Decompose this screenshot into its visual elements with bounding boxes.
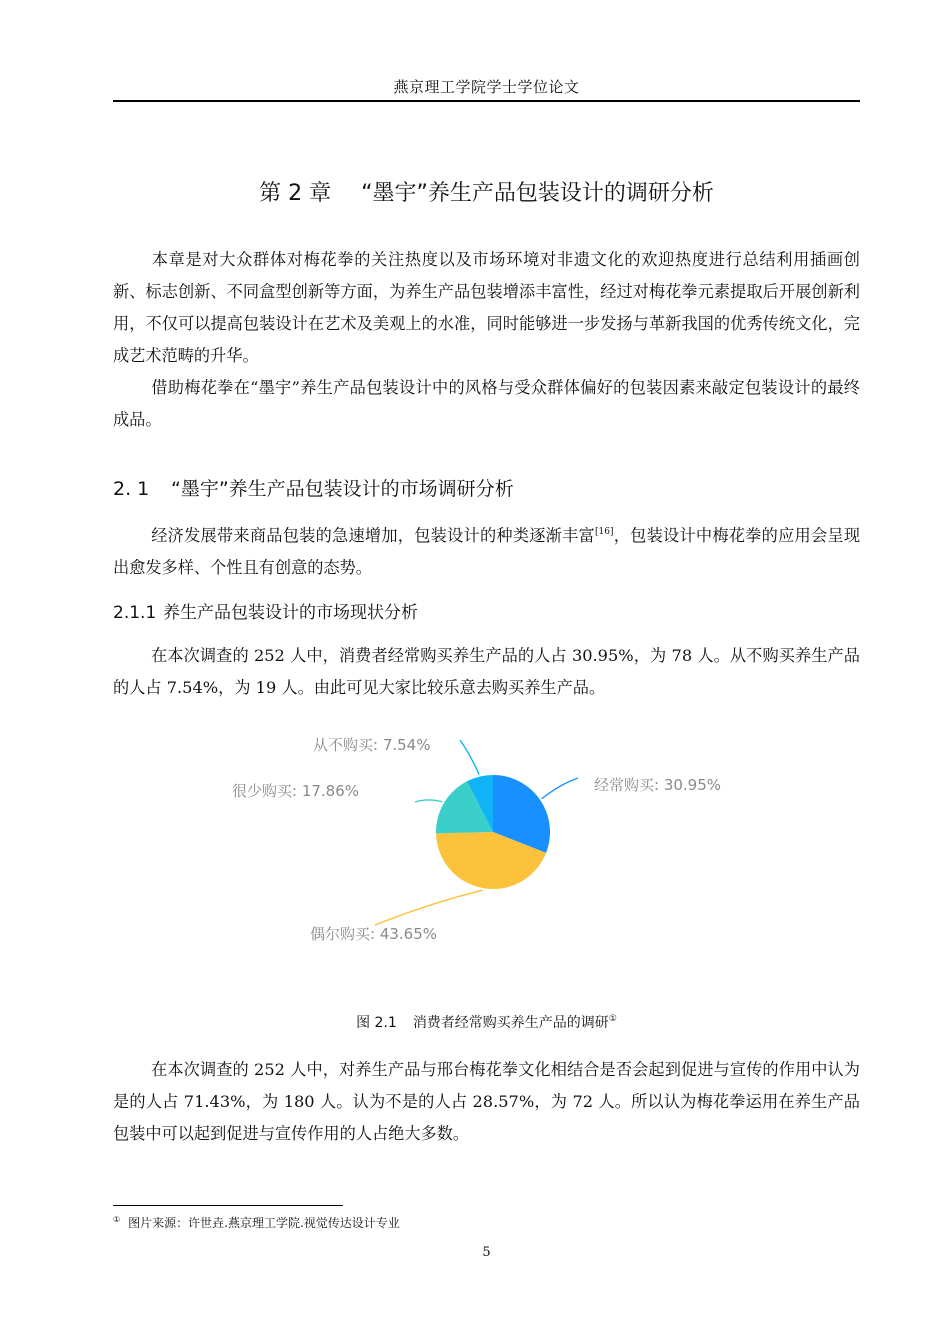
running-header: 燕京理工学院学士学位论文 xyxy=(393,78,580,96)
chapter-title-text: “墨宇”养生产品包装设计的调研分析 xyxy=(361,181,714,206)
footnote-ref: ① xyxy=(608,1014,617,1024)
section-heading-2-1: 2. 1 “墨宇”养生产品包装设计的市场调研分析 xyxy=(113,478,514,500)
footnote xyxy=(113,1214,400,1231)
pie-leader-line-2 xyxy=(415,800,442,802)
figure-number: 图 2.1 xyxy=(356,1015,397,1031)
pie-leader-line-0 xyxy=(542,778,578,799)
footnote-text: 图片来源：许世垚.燕京理工学院.视觉传达设计专业 xyxy=(128,1216,400,1230)
section-2-1-paragraph: 经济发展带来商品包装的急速增加，包装设计的种类逐渐丰富[16]，包装设计中梅花拳的应用会呈现出愈发多样、个性且有创意的态势。 xyxy=(113,526,861,577)
citation: [16] xyxy=(595,527,614,537)
after-figure-paragraph: 在本次调查的 252 人中，对养生产品与邢台梅花拳文化相结合是否会起到促进与宣传的作用中认为是的人占 71.43%，为 180 人。认为不是的人占 28.57%，为 72 人。所以认为梅花拳运用在养生产品包装中可以起到促进与宣传作用的人占绝大多数。 xyxy=(113,1060,860,1143)
header-rule xyxy=(113,100,860,102)
pie-leader-line-1 xyxy=(375,890,483,925)
footnote-mark: ① xyxy=(113,1215,121,1224)
pie-leader-line-3 xyxy=(460,740,479,775)
chapter-number: 第 2 章 xyxy=(259,181,332,206)
pie-label-2: 很少购买: 17.86% xyxy=(232,782,360,800)
chapter-title xyxy=(113,176,860,207)
figure-caption xyxy=(113,1012,860,1032)
intro-paragraph-1: 本章是对大众群体对梅花拳的关注热度以及市场环境对非遗文化的欢迎热度进行总结利用插画创新、标志创新、不同盒型创新等方面，为养生产品包装增添丰富性，经过对梅花拳元素提取后开展创新利用，不仅可以提高包装设计在艺术及美观上的水准，同时能够进一步发扬与革新我国的优秀传统文化，完成艺术范畴的升华。 xyxy=(113,250,860,365)
section-2-1-1-paragraph: 在本次调查的 252 人中，消费者经常购买养生产品的人占 30.95%，为 78 人。从不购买养生产品的人占 7.54%，为 19 人。由此可见大家比较乐意去购买养生产品。 xyxy=(113,646,860,697)
pie-chart xyxy=(220,720,760,955)
figure-caption-text: 消费者经常购买养生产品的调研 xyxy=(412,1015,609,1031)
pie-label-1: 偶尔购买: 43.65% xyxy=(310,925,438,943)
pie-slices xyxy=(436,775,550,889)
page-number: 5 xyxy=(482,1245,491,1260)
intro-paragraph-2: 借助梅花拳在“墨宇”养生产品包装设计中的风格与受众群体偏好的包装因素来敲定包装设计的最终成品。 xyxy=(113,378,860,429)
footnote-rule xyxy=(113,1205,343,1206)
section-heading-2-1-1: 2.1.1 养生产品包装设计的市场现状分析 xyxy=(113,603,418,623)
pie-label-3: 从不购买: 7.54% xyxy=(313,736,431,754)
pie-label-0: 经常购买: 30.95% xyxy=(594,776,722,794)
